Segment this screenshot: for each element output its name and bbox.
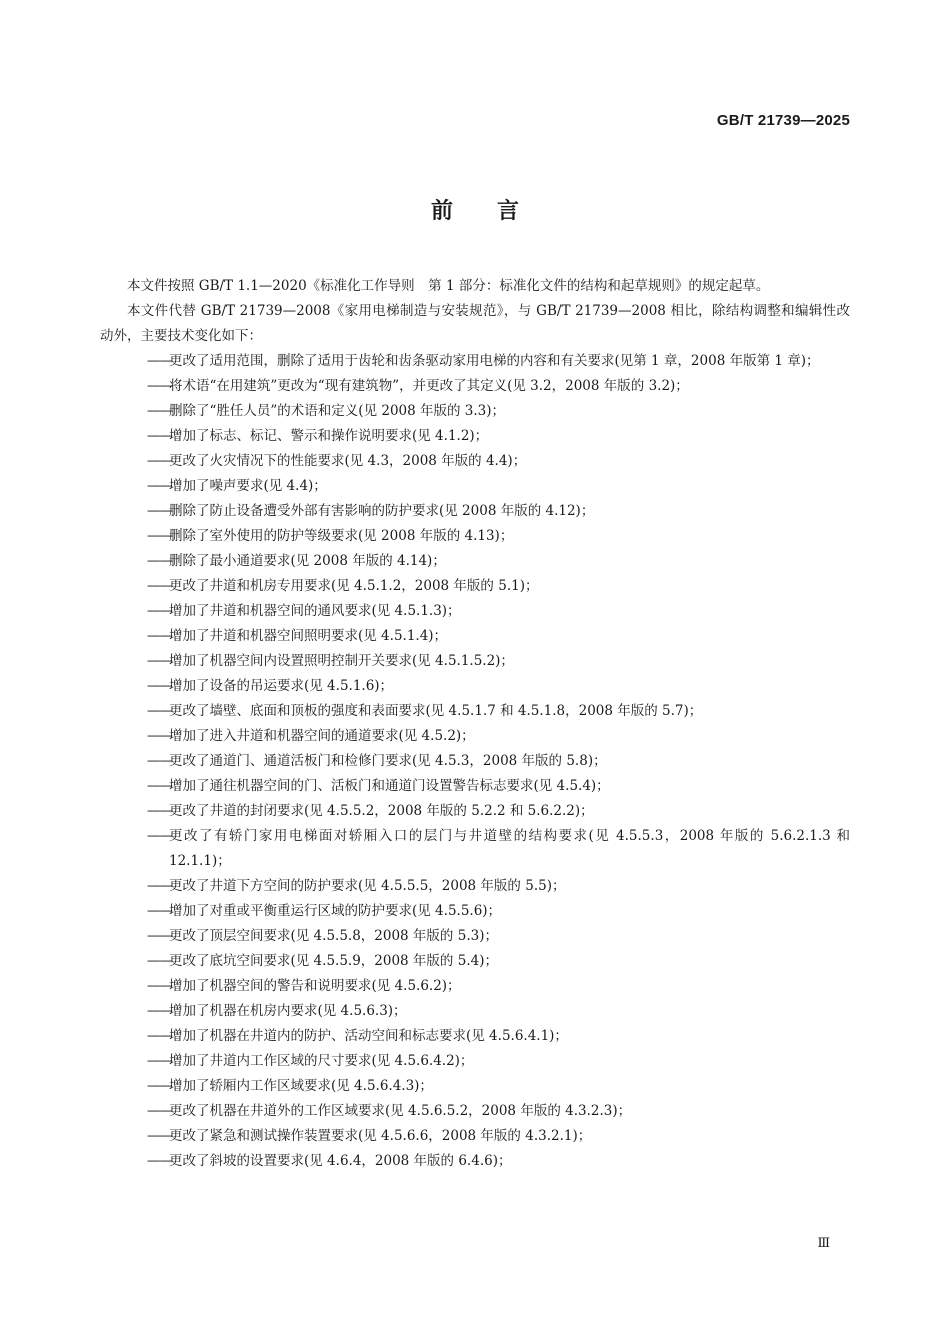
list-dash: —— [147, 978, 172, 994]
list-item-text: 增加了井道内工作区域的尺寸要求(见 4.5.6.4.2)； [169, 1053, 474, 1069]
list-item-text: 更改了有轿门家用电梯面对轿厢入口的层门与井道壁的结构要求(见 4.5.5.3，2008 年版的 5.6.2.1.3 和 12.1.1)； [169, 828, 850, 869]
list-item [100, 899, 850, 924]
list-item [100, 924, 850, 949]
list-item-text: 更改了井道下方空间的防护要求(见 4.5.5.5，2008 年版的 5.5)； [169, 878, 566, 894]
list-item [100, 724, 850, 749]
list-dash: —— [147, 503, 172, 519]
list-dash: —— [147, 753, 172, 769]
page-title: 前言 [430, 199, 563, 224]
list-item-text: 增加了井道和机器空间的通风要求(见 4.5.1.3)； [169, 603, 461, 619]
list-item-text: 删除了防止设备遭受外部有害影响的防护要求(见 2008 年版的 4.12)； [169, 503, 595, 519]
list-item-text: 更改了机器在井道外的工作区域要求(见 4.5.6.5.2，2008 年版的 4.3.2.3)； [169, 1103, 632, 1119]
list-item [100, 474, 850, 499]
list-item [100, 1149, 850, 1174]
list-item-text: 更改了井道和机房专用要求(见 4.5.1.2，2008 年版的 5.1)； [169, 578, 539, 594]
list-item-text: 更改了适用范围，删除了适用于齿轮和齿条驱动家用电梯的内容和有关要求(见第 1 章，2008 年版第 1 章)； [169, 353, 820, 369]
list-dash: —— [147, 578, 172, 594]
list-dash: —— [147, 653, 172, 669]
list-item-text: 增加了通往机器空间的门、活板门和通道门设置警告标志要求(见 4.5.4)； [169, 778, 610, 794]
list-item [100, 774, 850, 799]
standard-code: GB/T 21739—2025 [716, 112, 850, 129]
list-item-text: 更改了底坑空间要求(见 4.5.5.9，2008 年版的 5.4)； [169, 953, 498, 969]
list-item-text: 增加了对重或平衡重运行区域的防护要求(见 4.5.5.6)； [169, 903, 502, 919]
list-dash: —— [147, 428, 172, 444]
list-item [100, 874, 850, 899]
list-item-text: 增加了机器空间内设置照明控制开关要求(见 4.5.1.5.2)； [169, 653, 514, 669]
list-dash: —— [147, 378, 172, 394]
list-item-text: 增加了机器在机房内要求(见 4.5.6.3)； [169, 1003, 407, 1019]
list-item [100, 399, 850, 424]
list-item [100, 674, 850, 699]
list-item [100, 599, 850, 624]
list-dash: —— [147, 803, 172, 819]
list-dash: —— [147, 1103, 172, 1119]
list-dash: —— [147, 353, 172, 369]
list-item [100, 974, 850, 999]
list-item [100, 699, 850, 724]
replacement-paragraph: 本文件代替 GB/T 21739—2008《家用电梯制造与安装规范》，与 GB/T 21739—2008 相比，除结构调整和编辑性改动外，主要技术变化如下： [100, 303, 850, 344]
list-item [100, 549, 850, 574]
list-item-text: 增加了机器在井道内的防护、活动空间和标志要求(见 4.5.6.4.1)； [169, 1028, 568, 1044]
list-item [100, 649, 850, 674]
list-item-text: 将术语“在用建筑”更改为“现有建筑物”，并更改了其定义(见 3.2，2008 年版的 3.2)； [169, 378, 689, 394]
list-item [100, 574, 850, 599]
list-dash: —— [147, 478, 172, 494]
list-dash: —— [147, 1153, 172, 1169]
list-item-text: 更改了墙壁、底面和顶板的强度和表面要求(见 4.5.1.7 和 4.5.1.8，2008 年版的 5.7)； [169, 703, 703, 719]
list-item-text: 更改了井道的封闭要求(见 4.5.5.2，2008 年版的 5.2.2 和 5.6.2.2)； [169, 803, 594, 819]
list-item [100, 1124, 850, 1149]
list-dash: —— [147, 628, 172, 644]
list-item-text: 更改了通道门、通道活板门和检修门要求(见 4.5.3，2008 年版的 5.8)； [169, 753, 607, 769]
list-item-text: 增加了井道和机器空间照明要求(见 4.5.1.4)； [169, 628, 448, 644]
list-dash: —— [147, 1128, 172, 1144]
list-item [100, 499, 850, 524]
list-item [100, 999, 850, 1024]
list-item-text: 删除了“胜任人员”的术语和定义(见 2008 年版的 3.3)； [169, 403, 506, 419]
list-item [100, 949, 850, 974]
list-dash: —— [147, 1078, 172, 1094]
list-item-text: 删除了室外使用的防护等级要求(见 2008 年版的 4.13)； [169, 528, 514, 544]
list-item-text: 删除了最小通道要求(见 2008 年版的 4.14)； [169, 553, 446, 569]
list-item [100, 374, 850, 399]
list-item [100, 1024, 850, 1049]
list-dash: —— [147, 1053, 172, 1069]
page-number: Ⅲ [817, 1236, 830, 1251]
list-item-text: 更改了紧急和测试操作装置要求(见 4.5.6.6，2008 年版的 4.3.2.1)； [169, 1128, 592, 1144]
list-dash: —— [147, 703, 172, 719]
list-dash: —— [147, 778, 172, 794]
list-dash: —— [147, 1028, 172, 1044]
list-item [100, 1074, 850, 1099]
list-dash: —— [147, 1003, 172, 1019]
list-item [100, 524, 850, 549]
list-item [100, 449, 850, 474]
list-item-text: 增加了标志、标记、警示和操作说明要求(见 4.1.2)； [169, 428, 489, 444]
list-dash: —— [147, 903, 172, 919]
list-dash: —— [147, 953, 172, 969]
list-item [100, 624, 850, 649]
list-dash: —— [147, 403, 172, 419]
list-dash: —— [147, 928, 172, 944]
list-dash: —— [147, 728, 172, 744]
list-dash: —— [147, 878, 172, 894]
intro-paragraph: 本文件按照 GB/T 1.1—2020《标准化工作导则 第 1 部分：标准化文件的结构和起草规则》的规定起草。 [127, 278, 770, 294]
list-item [100, 824, 850, 874]
list-item [100, 349, 850, 374]
list-dash: —— [147, 828, 172, 844]
list-dash: —— [147, 528, 172, 544]
list-dash: —— [147, 678, 172, 694]
document-body [100, 274, 850, 1174]
list-item-text: 更改了顶层空间要求(见 4.5.5.8，2008 年版的 5.3)； [169, 928, 498, 944]
list-item [100, 424, 850, 449]
list-item [100, 1099, 850, 1124]
list-dash: —— [147, 603, 172, 619]
changes-list [100, 349, 850, 1174]
list-item [100, 1049, 850, 1074]
list-item-text: 更改了火灾情况下的性能要求(见 4.3，2008 年版的 4.4)； [169, 453, 527, 469]
list-item-text: 增加了设备的吊运要求(见 4.5.1.6)； [169, 678, 394, 694]
list-item-text: 增加了机器空间的警告和说明要求(见 4.5.6.2)； [169, 978, 461, 994]
list-item-text: 增加了进入井道和机器空间的通道要求(见 4.5.2)； [169, 728, 475, 744]
list-item-text: 增加了噪声要求(见 4.4)； [169, 478, 327, 494]
list-dash: —— [147, 453, 172, 469]
list-dash: —— [147, 553, 172, 569]
list-item-text: 更改了斜坡的设置要求(见 4.6.4，2008 年版的 6.4.6)； [169, 1153, 512, 1169]
list-item [100, 749, 850, 774]
list-item-text: 增加了轿厢内工作区域要求(见 4.5.6.4.3)； [169, 1078, 433, 1094]
list-item [100, 799, 850, 824]
